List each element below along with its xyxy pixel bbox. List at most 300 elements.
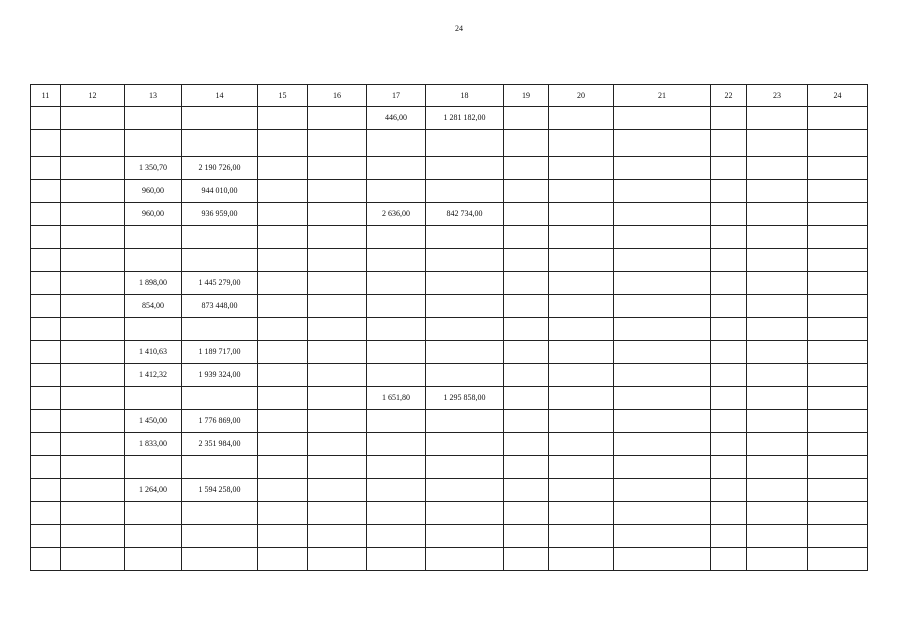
table-cell-col-24 — [808, 410, 868, 433]
table-cell-col-22 — [711, 107, 747, 130]
table-cell-col-14: 936 959,00 — [182, 203, 258, 226]
table-cell-col-22 — [711, 130, 747, 157]
table-cell-col-17 — [367, 525, 426, 548]
table-cell-col-19 — [504, 341, 549, 364]
table-cell-col-11 — [31, 456, 61, 479]
table-cell-col-11 — [31, 318, 61, 341]
table-cell-col-14 — [182, 107, 258, 130]
table-cell-col-19 — [504, 180, 549, 203]
table-cell-col-24 — [808, 502, 868, 525]
table-cell-col-12 — [61, 226, 125, 249]
table-cell-col-14: 1 939 324,00 — [182, 364, 258, 387]
table-cell-col-15 — [258, 341, 308, 364]
table-cell-col-11 — [31, 130, 61, 157]
table-cell-col-13: 1 264,00 — [125, 479, 182, 502]
table-cell-col-19 — [504, 272, 549, 295]
table-cell-col-19 — [504, 456, 549, 479]
table-cell-col-15 — [258, 272, 308, 295]
table-cell-col-18: 1 281 182,00 — [426, 107, 504, 130]
table-cell-col-11 — [31, 341, 61, 364]
table-cell-col-22 — [711, 272, 747, 295]
table-cell-col-14 — [182, 226, 258, 249]
table-cell-col-13 — [125, 249, 182, 272]
table-cell-col-14 — [182, 548, 258, 571]
column-header-22: 22 — [711, 85, 747, 107]
table-cell-col-17 — [367, 295, 426, 318]
table-cell-col-16 — [308, 226, 367, 249]
table-cell-col-15 — [258, 249, 308, 272]
table-cell-col-21 — [614, 548, 711, 571]
table-cell-col-21 — [614, 341, 711, 364]
table-cell-col-23 — [747, 479, 808, 502]
table-cell-col-15 — [258, 433, 308, 456]
table-cell-col-21 — [614, 157, 711, 180]
table-cell-col-11 — [31, 226, 61, 249]
table-cell-col-11 — [31, 272, 61, 295]
table-cell-col-12 — [61, 387, 125, 410]
table-cell-col-15 — [258, 130, 308, 157]
table-cell-col-18 — [426, 130, 504, 157]
table-cell-col-16 — [308, 180, 367, 203]
table-cell-col-22 — [711, 387, 747, 410]
table-cell-col-22 — [711, 318, 747, 341]
table-cell-col-22 — [711, 410, 747, 433]
table-cell-col-23 — [747, 157, 808, 180]
table-cell-col-14: 2 351 984,00 — [182, 433, 258, 456]
column-header-15: 15 — [258, 85, 308, 107]
table-cell-col-12 — [61, 341, 125, 364]
table-row — [31, 433, 868, 456]
table-cell-col-24 — [808, 157, 868, 180]
table-cell-col-24 — [808, 249, 868, 272]
column-header-20: 20 — [549, 85, 614, 107]
table-cell-col-21 — [614, 456, 711, 479]
table-cell-col-17 — [367, 249, 426, 272]
table-cell-col-24 — [808, 272, 868, 295]
table-cell-col-12 — [61, 364, 125, 387]
table-cell-col-20 — [549, 130, 614, 157]
table-body — [31, 107, 868, 571]
table-cell-col-18 — [426, 318, 504, 341]
table-cell-col-18 — [426, 548, 504, 571]
table-cell-col-24 — [808, 364, 868, 387]
table-cell-col-24 — [808, 203, 868, 226]
table-cell-col-13: 960,00 — [125, 180, 182, 203]
table-cell-col-19 — [504, 107, 549, 130]
table-cell-col-13: 1 450,00 — [125, 410, 182, 433]
table-cell-col-19 — [504, 226, 549, 249]
table-cell-col-19 — [504, 157, 549, 180]
table-cell-col-11 — [31, 525, 61, 548]
table-cell-col-15 — [258, 364, 308, 387]
table-row — [31, 502, 868, 525]
table-cell-col-15 — [258, 295, 308, 318]
column-header-12: 12 — [61, 85, 125, 107]
table-cell-col-24 — [808, 130, 868, 157]
table-row — [31, 456, 868, 479]
table-cell-col-20 — [549, 548, 614, 571]
table-cell-col-19 — [504, 548, 549, 571]
table-cell-col-12 — [61, 548, 125, 571]
table-cell-col-23 — [747, 548, 808, 571]
table-cell-col-16 — [308, 203, 367, 226]
table-cell-col-23 — [747, 203, 808, 226]
table-cell-col-16 — [308, 433, 367, 456]
table-cell-col-12 — [61, 456, 125, 479]
table-cell-col-22 — [711, 364, 747, 387]
table-cell-col-21 — [614, 364, 711, 387]
table-cell-col-12 — [61, 410, 125, 433]
table-cell-col-14: 1 776 869,00 — [182, 410, 258, 433]
table-cell-col-16 — [308, 130, 367, 157]
table-cell-col-15 — [258, 157, 308, 180]
table-cell-col-24 — [808, 479, 868, 502]
table-cell-col-18 — [426, 456, 504, 479]
table-cell-col-13: 1 898,00 — [125, 272, 182, 295]
table-cell-col-23 — [747, 295, 808, 318]
table-cell-col-21 — [614, 180, 711, 203]
table-cell-col-20 — [549, 272, 614, 295]
table-cell-col-23 — [747, 341, 808, 364]
table-cell-col-24 — [808, 295, 868, 318]
table-cell-col-23 — [747, 107, 808, 130]
table-cell-col-24 — [808, 433, 868, 456]
table-cell-col-18 — [426, 272, 504, 295]
table-cell-col-16 — [308, 157, 367, 180]
table-row — [31, 387, 868, 410]
table-cell-col-13 — [125, 226, 182, 249]
table-cell-col-16 — [308, 272, 367, 295]
table-cell-col-17 — [367, 157, 426, 180]
table-cell-col-11 — [31, 157, 61, 180]
table-cell-col-19 — [504, 130, 549, 157]
table-cell-col-13 — [125, 525, 182, 548]
column-header-17: 17 — [367, 85, 426, 107]
column-header-13: 13 — [125, 85, 182, 107]
table-cell-col-20 — [549, 525, 614, 548]
table-cell-col-16 — [308, 318, 367, 341]
table-cell-col-13: 1 833,00 — [125, 433, 182, 456]
table-cell-col-17 — [367, 433, 426, 456]
table-cell-col-13 — [125, 548, 182, 571]
table-cell-col-18: 1 295 858,00 — [426, 387, 504, 410]
table-cell-col-13: 1 412,32 — [125, 364, 182, 387]
table-cell-col-15 — [258, 203, 308, 226]
table-cell-col-20 — [549, 203, 614, 226]
table-row — [31, 525, 868, 548]
table-cell-col-20 — [549, 456, 614, 479]
table-cell-col-17 — [367, 548, 426, 571]
table-cell-col-19 — [504, 433, 549, 456]
table-row — [31, 226, 868, 249]
table-cell-col-11 — [31, 433, 61, 456]
table-cell-col-12 — [61, 525, 125, 548]
table-cell-col-15 — [258, 180, 308, 203]
table-cell-col-21 — [614, 203, 711, 226]
table-cell-col-18 — [426, 295, 504, 318]
table-cell-col-18 — [426, 479, 504, 502]
table-cell-col-22 — [711, 157, 747, 180]
table-cell-col-11 — [31, 364, 61, 387]
table-cell-col-18: 842 734,00 — [426, 203, 504, 226]
table-cell-col-12 — [61, 130, 125, 157]
table-cell-col-17: 446,00 — [367, 107, 426, 130]
table-header-row — [31, 85, 868, 107]
table-cell-col-18 — [426, 226, 504, 249]
table-cell-col-23 — [747, 180, 808, 203]
table-cell-col-24 — [808, 548, 868, 571]
table-cell-col-20 — [549, 341, 614, 364]
table-cell-col-17 — [367, 410, 426, 433]
table-cell-col-14 — [182, 387, 258, 410]
table-cell-col-11 — [31, 180, 61, 203]
table-cell-col-23 — [747, 456, 808, 479]
table-cell-col-14: 944 010,00 — [182, 180, 258, 203]
table-row — [31, 272, 868, 295]
table-cell-col-16 — [308, 502, 367, 525]
table-cell-col-17 — [367, 479, 426, 502]
table-cell-col-13 — [125, 107, 182, 130]
table-cell-col-12 — [61, 180, 125, 203]
table-cell-col-21 — [614, 525, 711, 548]
table-cell-col-12 — [61, 272, 125, 295]
column-header-23: 23 — [747, 85, 808, 107]
table-cell-col-14 — [182, 502, 258, 525]
page-number: 24 — [455, 24, 463, 33]
table-cell-col-16 — [308, 341, 367, 364]
table-cell-col-15 — [258, 456, 308, 479]
table-row — [31, 203, 868, 226]
table-cell-col-22 — [711, 180, 747, 203]
table-cell-col-16 — [308, 387, 367, 410]
table-cell-col-19 — [504, 318, 549, 341]
table-cell-col-15 — [258, 479, 308, 502]
table-cell-col-11 — [31, 295, 61, 318]
table-cell-col-23 — [747, 249, 808, 272]
table-cell-col-19 — [504, 525, 549, 548]
table-cell-col-19 — [504, 502, 549, 525]
table-row — [31, 410, 868, 433]
table-cell-col-11 — [31, 502, 61, 525]
table-cell-col-24 — [808, 525, 868, 548]
table-cell-col-20 — [549, 318, 614, 341]
table-cell-col-15 — [258, 226, 308, 249]
table-cell-col-15 — [258, 387, 308, 410]
table-cell-col-21 — [614, 249, 711, 272]
table-cell-col-23 — [747, 272, 808, 295]
table-cell-col-19 — [504, 387, 549, 410]
table-cell-col-24 — [808, 456, 868, 479]
table-cell-col-11 — [31, 107, 61, 130]
table-cell-col-17 — [367, 502, 426, 525]
table-cell-col-20 — [549, 295, 614, 318]
table-cell-col-22 — [711, 456, 747, 479]
table-cell-col-14 — [182, 130, 258, 157]
table-cell-col-11 — [31, 203, 61, 226]
table-cell-col-21 — [614, 226, 711, 249]
table-cell-col-16 — [308, 410, 367, 433]
table-row — [31, 180, 868, 203]
table-cell-col-23 — [747, 226, 808, 249]
table-cell-col-21 — [614, 502, 711, 525]
table-cell-col-20 — [549, 249, 614, 272]
column-header-19: 19 — [504, 85, 549, 107]
table-cell-col-13 — [125, 130, 182, 157]
table-cell-col-23 — [747, 525, 808, 548]
table-cell-col-21 — [614, 272, 711, 295]
table-cell-col-22 — [711, 295, 747, 318]
table-cell-col-17 — [367, 226, 426, 249]
table-cell-col-17: 2 636,00 — [367, 203, 426, 226]
table-cell-col-16 — [308, 456, 367, 479]
table-cell-col-23 — [747, 387, 808, 410]
table-cell-col-15 — [258, 107, 308, 130]
table-cell-col-16 — [308, 295, 367, 318]
table-cell-col-19 — [504, 203, 549, 226]
table-cell-col-19 — [504, 479, 549, 502]
table-row — [31, 157, 868, 180]
table-cell-col-24 — [808, 387, 868, 410]
table-cell-col-20 — [549, 107, 614, 130]
table-cell-col-12 — [61, 318, 125, 341]
table-cell-col-22 — [711, 249, 747, 272]
table-cell-col-21 — [614, 387, 711, 410]
table-cell-col-23 — [747, 410, 808, 433]
table-cell-col-12 — [61, 433, 125, 456]
table-cell-col-15 — [258, 548, 308, 571]
table-cell-col-17 — [367, 130, 426, 157]
table-cell-col-12 — [61, 249, 125, 272]
table-cell-col-18 — [426, 502, 504, 525]
table-cell-col-17 — [367, 456, 426, 479]
table-cell-col-20 — [549, 502, 614, 525]
table-cell-col-16 — [308, 479, 367, 502]
table-cell-col-11 — [31, 410, 61, 433]
table-cell-col-14 — [182, 249, 258, 272]
table-cell-col-22 — [711, 433, 747, 456]
table-cell-col-13 — [125, 387, 182, 410]
table-cell-col-22 — [711, 203, 747, 226]
table-cell-col-14 — [182, 525, 258, 548]
column-header-14: 14 — [182, 85, 258, 107]
table-cell-col-14: 873 448,00 — [182, 295, 258, 318]
table-cell-col-18 — [426, 525, 504, 548]
table-cell-col-23 — [747, 318, 808, 341]
table-row — [31, 479, 868, 502]
table-cell-col-11 — [31, 249, 61, 272]
table-row — [31, 249, 868, 272]
table-cell-col-20 — [549, 157, 614, 180]
table-cell-col-16 — [308, 364, 367, 387]
table-cell-col-17 — [367, 318, 426, 341]
table-cell-col-23 — [747, 433, 808, 456]
table-cell-col-12 — [61, 203, 125, 226]
table-cell-col-15 — [258, 410, 308, 433]
table-cell-col-13 — [125, 502, 182, 525]
table-row — [31, 318, 868, 341]
table-cell-col-13 — [125, 318, 182, 341]
table-cell-col-17 — [367, 364, 426, 387]
table-row — [31, 295, 868, 318]
table-cell-col-17 — [367, 180, 426, 203]
table-cell-col-12 — [61, 157, 125, 180]
table-cell-col-22 — [711, 548, 747, 571]
table-cell-col-20 — [549, 410, 614, 433]
table-cell-col-11 — [31, 548, 61, 571]
table-cell-col-18 — [426, 341, 504, 364]
table-row — [31, 130, 868, 157]
table-cell-col-23 — [747, 502, 808, 525]
table-cell-col-21 — [614, 107, 711, 130]
table-cell-col-16 — [308, 249, 367, 272]
table-cell-col-22 — [711, 525, 747, 548]
table-cell-col-24 — [808, 318, 868, 341]
table-cell-col-21 — [614, 295, 711, 318]
table-cell-col-20 — [549, 387, 614, 410]
table-cell-col-18 — [426, 364, 504, 387]
table-cell-col-12 — [61, 295, 125, 318]
table-cell-col-20 — [549, 226, 614, 249]
table-cell-col-16 — [308, 525, 367, 548]
table-cell-col-11 — [31, 387, 61, 410]
table-cell-col-23 — [747, 364, 808, 387]
table-cell-col-22 — [711, 479, 747, 502]
table-row — [31, 548, 868, 571]
table-cell-col-20 — [549, 364, 614, 387]
column-header-18: 18 — [426, 85, 504, 107]
table-cell-col-18 — [426, 157, 504, 180]
table-cell-col-17: 1 651,80 — [367, 387, 426, 410]
table-cell-col-21 — [614, 318, 711, 341]
table-cell-col-15 — [258, 318, 308, 341]
table-cell-col-13: 960,00 — [125, 203, 182, 226]
table-cell-col-15 — [258, 525, 308, 548]
table-cell-col-14: 1 594 258,00 — [182, 479, 258, 502]
column-header-11: 11 — [31, 85, 61, 107]
table-cell-col-17 — [367, 272, 426, 295]
table-cell-col-19 — [504, 410, 549, 433]
table-cell-col-14 — [182, 456, 258, 479]
table-cell-col-21 — [614, 479, 711, 502]
table-cell-col-24 — [808, 107, 868, 130]
table-cell-col-18 — [426, 433, 504, 456]
table-cell-col-20 — [549, 180, 614, 203]
table-cell-col-17 — [367, 341, 426, 364]
table-cell-col-14 — [182, 318, 258, 341]
table-cell-col-16 — [308, 548, 367, 571]
table-cell-col-18 — [426, 410, 504, 433]
table-cell-col-14: 2 190 726,00 — [182, 157, 258, 180]
table-cell-col-22 — [711, 341, 747, 364]
column-header-24: 24 — [808, 85, 868, 107]
table-cell-col-19 — [504, 364, 549, 387]
table-cell-col-24 — [808, 180, 868, 203]
table-cell-col-19 — [504, 295, 549, 318]
table-cell-col-21 — [614, 433, 711, 456]
table-cell-col-18 — [426, 180, 504, 203]
table-cell-col-24 — [808, 341, 868, 364]
table-cell-col-19 — [504, 249, 549, 272]
table-cell-col-12 — [61, 107, 125, 130]
column-header-21: 21 — [614, 85, 711, 107]
table-cell-col-13 — [125, 456, 182, 479]
table-cell-col-15 — [258, 502, 308, 525]
table-cell-col-24 — [808, 226, 868, 249]
table-row — [31, 364, 868, 387]
table-cell-col-21 — [614, 410, 711, 433]
table-cell-col-23 — [747, 130, 808, 157]
column-header-16: 16 — [308, 85, 367, 107]
